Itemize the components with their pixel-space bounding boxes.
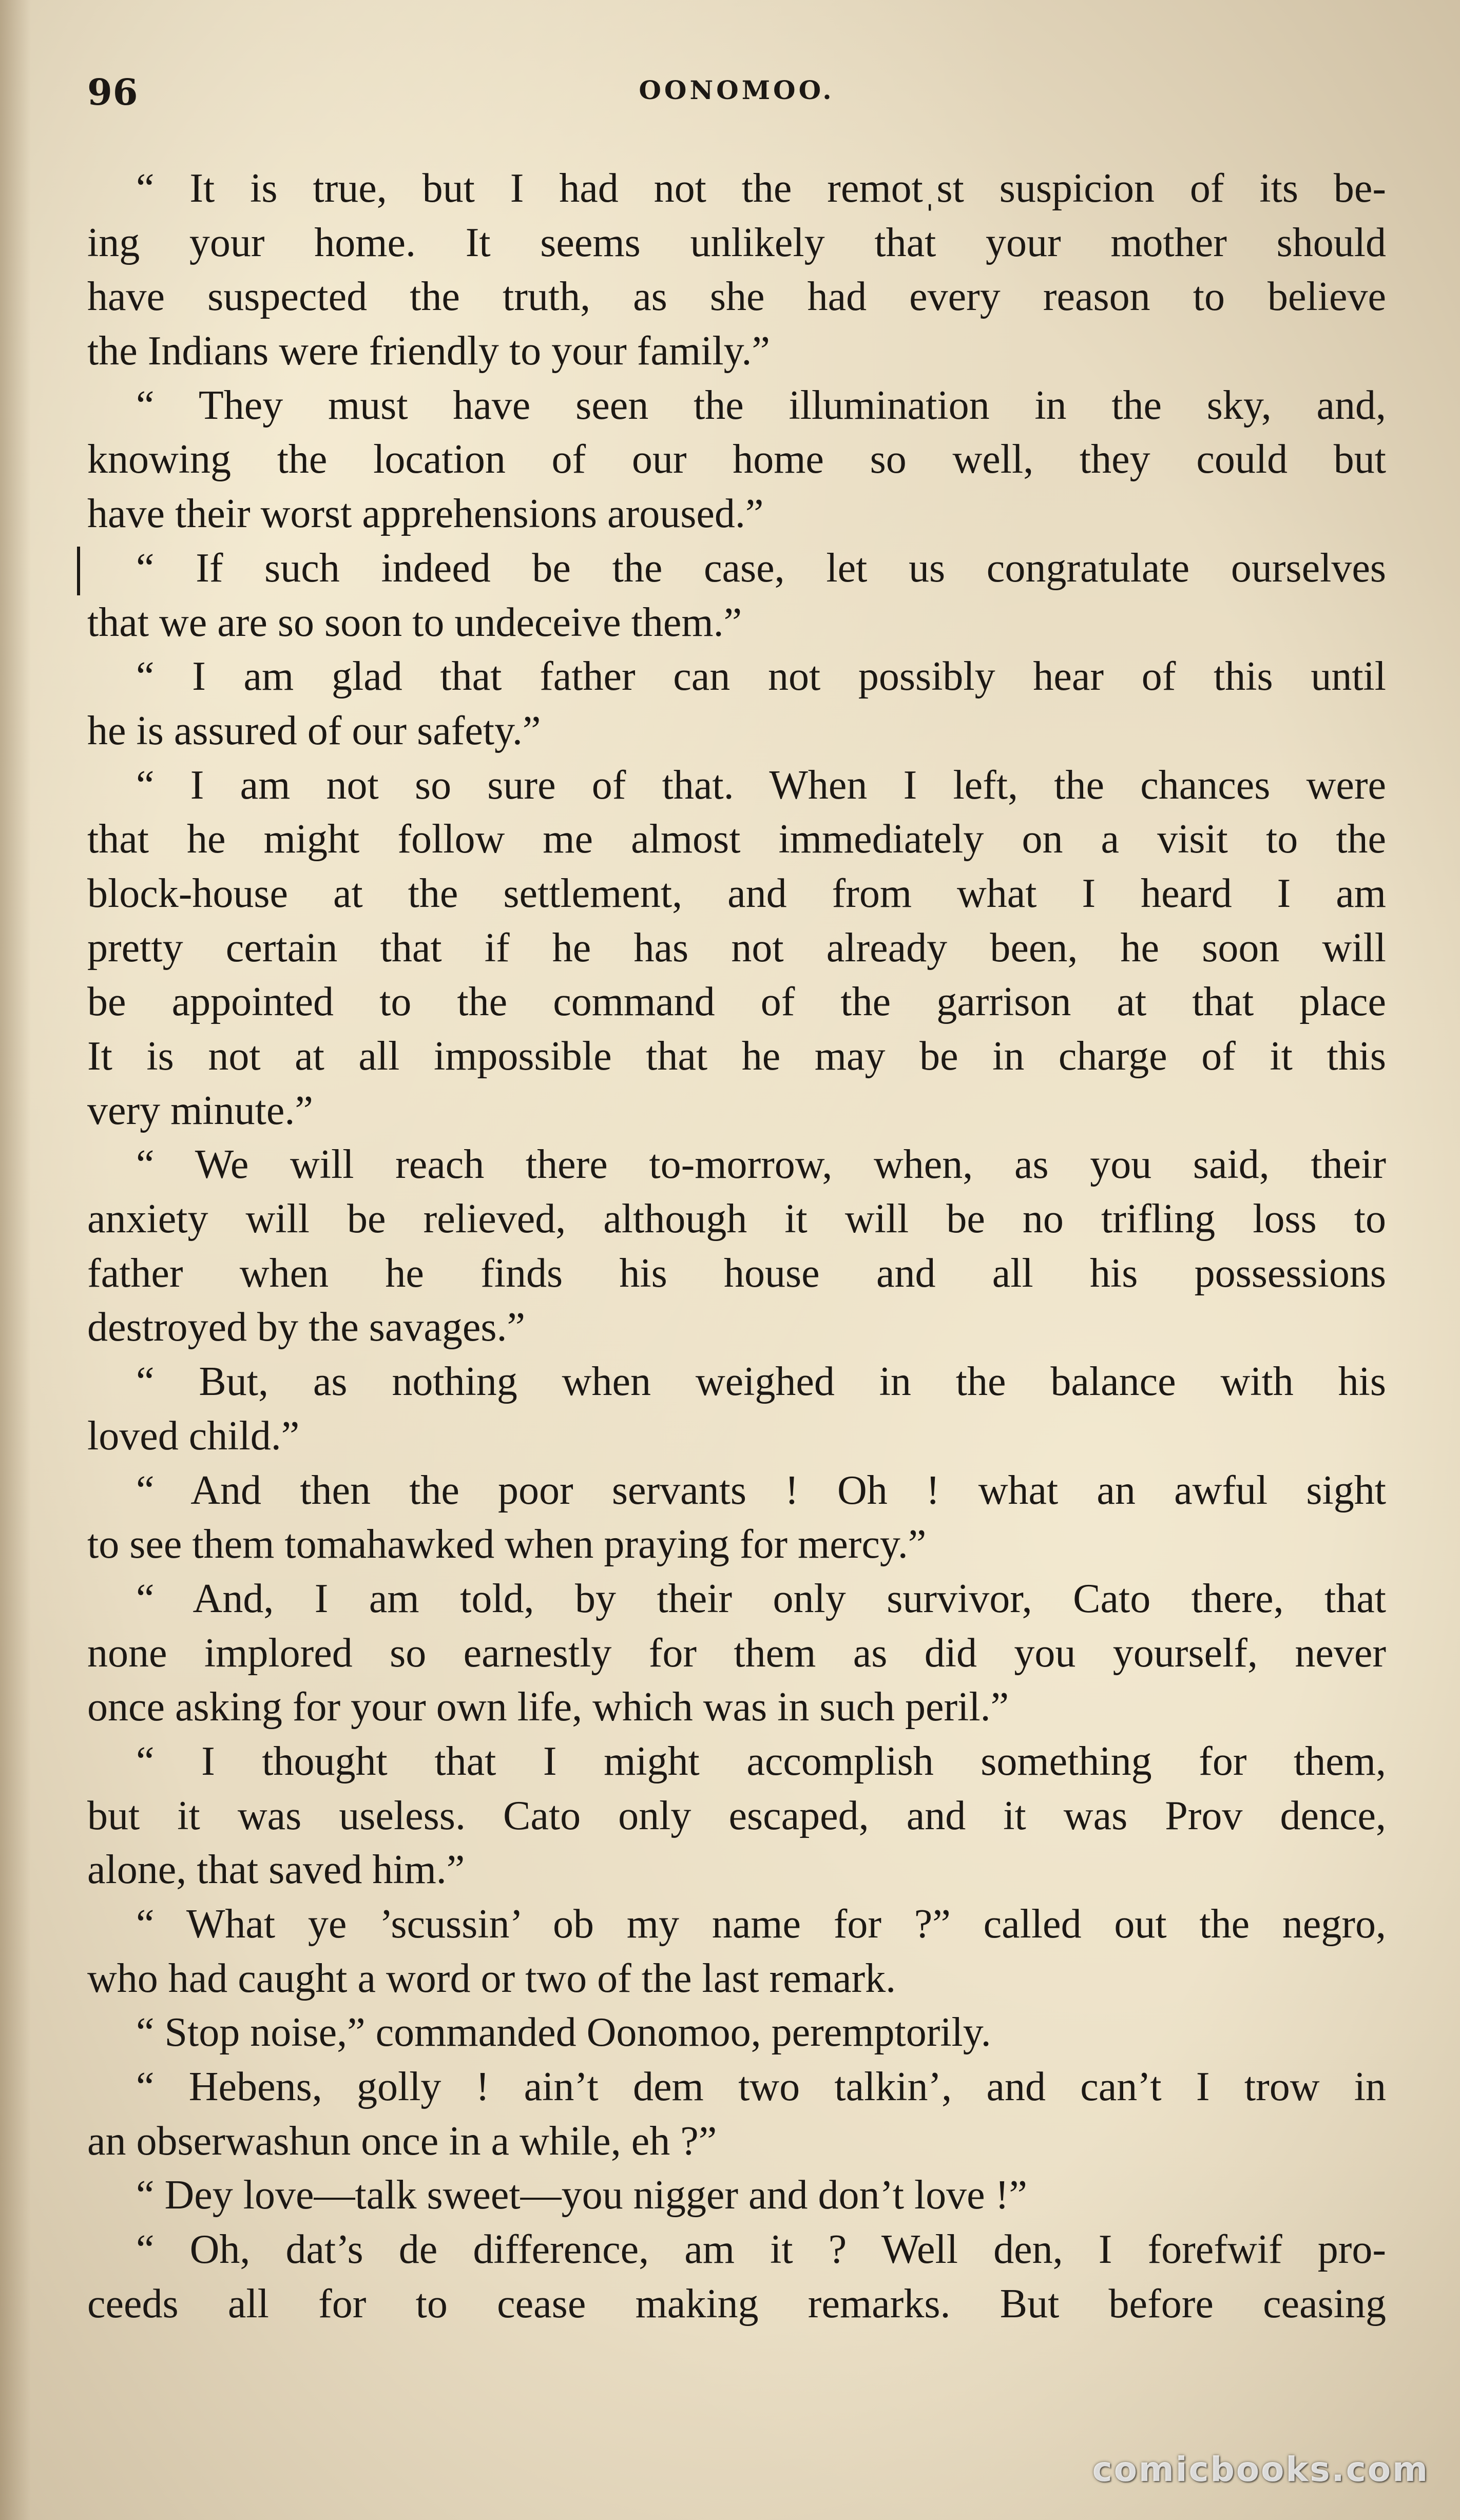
text-line: once asking for your own life, which was in such peril.” xyxy=(87,1684,1009,1730)
text-line: loved child.” xyxy=(87,1413,300,1459)
text-line: destroyed by the savages.” xyxy=(87,1305,526,1350)
text-line: “ I am glad that father can not possibly hear of this until xyxy=(136,654,1386,700)
text-line: have suspected the truth, as she had every reason to believe xyxy=(87,274,1386,320)
text-line: “ It is true, but I had not the remotˌst suspicion of its be- xyxy=(136,166,1386,211)
text-line: It is not at all impossible that he may be in charge of it this xyxy=(87,1034,1386,1079)
text-line: alone, that saved him.” xyxy=(87,1847,465,1893)
text-line: “ Stop noise,” commanded Oonomoo, peremptorily. xyxy=(136,2010,991,2056)
page-number: 96 xyxy=(87,71,139,113)
body-text xyxy=(87,162,1386,2332)
text-line: very minute.” xyxy=(87,1088,313,1133)
text-line: pretty certain that if he has not already been, he soon will xyxy=(87,925,1386,971)
text-line: knowing the location of our home so well, they could but xyxy=(87,437,1386,482)
text-line: father when he finds his house and all his possessions xyxy=(87,1250,1386,1296)
text-line: be appointed to the command of the garrison at that place xyxy=(87,979,1386,1025)
text-line: that he might follow me almost immediately on a visit to the xyxy=(87,817,1386,862)
text-line: ceeds all for to cease making remarks. But before ceasing xyxy=(87,2281,1386,2327)
text-line: to see them tomahawked when praying for mercy.” xyxy=(87,1522,927,1567)
text-line: “ Dey love—talk sweet—you nigger and don’t love !” xyxy=(136,2173,1027,2218)
page-header xyxy=(87,71,1386,117)
text-line: “ And then the poor servants ! Oh ! what an awful sight xyxy=(136,1467,1386,1513)
text-line: “ And, I am told, by their only survivor, Cato there, that xyxy=(136,1576,1386,1621)
text-line: “ We will reach there to-morrow, when, as you said, their xyxy=(136,1142,1386,1188)
spine-shadow xyxy=(0,0,31,2520)
text-line: that we are so soon to undeceive them.” xyxy=(87,599,742,645)
text-line: who had caught a word or two of the last remark. xyxy=(87,1955,896,2001)
text-line: “ If such indeed be the case, let us congratulate ourselves xyxy=(136,545,1386,591)
text-line: but it was useless. Cato only escaped, and it was Prov dence, xyxy=(87,1793,1386,1838)
text-line: anxiety will be relieved, although it will be no trifling loss to xyxy=(87,1196,1386,1242)
text-line: block-house at the settlement, and from what I heard I am xyxy=(87,870,1386,916)
text-line: “ What ye ’scussin’ ob my name for ?” called out the negro, xyxy=(136,1902,1386,1947)
text-line: “ They must have seen the illumination in the sky, and, xyxy=(136,382,1386,428)
running-head: OONOMOO. xyxy=(639,75,835,105)
text-line: “ Hebens, golly ! ain’t dem two talkin’, and can’t I trow in xyxy=(136,2064,1386,2110)
text-line: “ Oh, dat’s de difference, am it ? Well den, I forefwif pro- xyxy=(136,2227,1386,2273)
watermark: comicbooks.com xyxy=(1092,2450,1429,2489)
text-line: ing your home. It seems unlikely that your mother should xyxy=(87,220,1386,265)
text-line: “ But, as nothing when weighed in the balance with his xyxy=(136,1359,1386,1405)
text-line: have their worst apprehensions aroused.” xyxy=(87,491,764,537)
text-line: he is assured of our safety.” xyxy=(87,708,541,753)
text-line: none implored so earnestly for them as did you yourself, never xyxy=(87,1630,1386,1676)
text-line: an obserwashun once in a while, eh ?” xyxy=(87,2118,717,2164)
margin-mark xyxy=(77,547,80,595)
text-line: the Indians were friendly to your family.” xyxy=(87,328,770,374)
text-line: “ I thought that I might accomplish something for them, xyxy=(136,1738,1386,1784)
text-line: “ I am not so sure of that. When I left, the chances were xyxy=(136,762,1386,808)
